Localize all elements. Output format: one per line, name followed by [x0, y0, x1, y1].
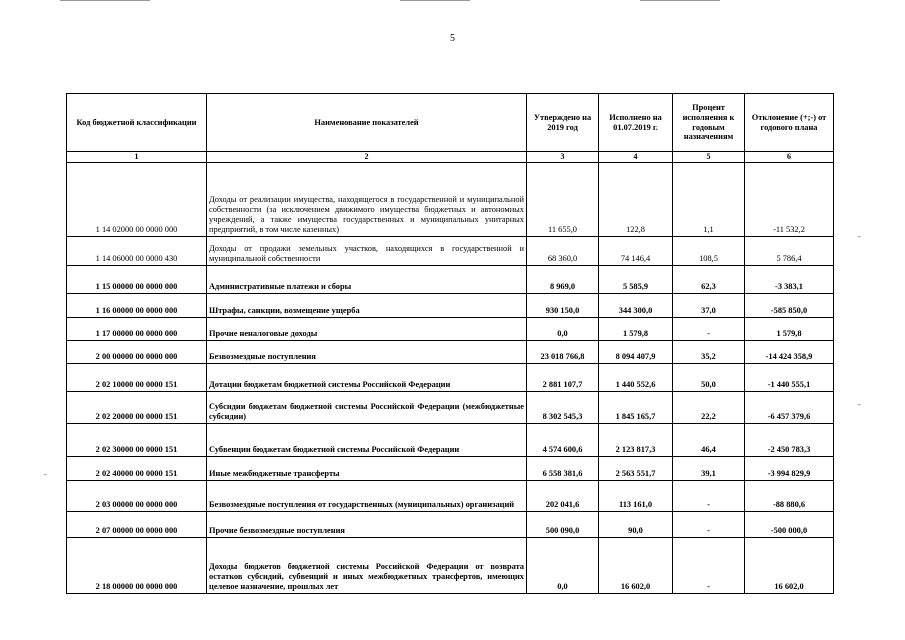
cell-code: 2 18 00000 00 0000 000	[67, 538, 207, 594]
page-number: 5	[450, 33, 455, 44]
cell-executed: 90,0	[599, 512, 673, 538]
cell-executed: 1 440 552,6	[599, 364, 673, 392]
cell-percent: 35,2	[673, 341, 745, 364]
column-number: 6	[745, 152, 834, 163]
cell-code: 2 02 40000 00 0000 151	[67, 457, 207, 481]
cell-deviation: -14 424 358,9	[745, 341, 834, 364]
table-row	[67, 341, 834, 364]
cell-code: 1 15 00000 00 0000 000	[67, 266, 207, 294]
table-header-row	[67, 94, 834, 152]
cell-code: 2 00 00000 00 0000 000	[67, 341, 207, 364]
cell-deviation: -500 000,0	[745, 512, 834, 538]
scan-edge-line-right	[640, 0, 720, 1]
cell-approved: 2 881 107,7	[527, 364, 599, 392]
table-row	[67, 424, 834, 457]
table-row	[67, 481, 834, 512]
cell-name: Прочие неналоговые доходы	[207, 318, 527, 341]
cell-code: 2 07 00000 00 0000 000	[67, 512, 207, 538]
cell-executed: 1 579,8	[599, 318, 673, 341]
cell-code: 2 03 00000 00 0000 000	[67, 481, 207, 512]
cell-deviation: -11 532,2	[745, 163, 834, 237]
column-number: 2	[207, 152, 527, 163]
cell-approved: 23 018 766,8	[527, 341, 599, 364]
scan-mark: -	[44, 470, 47, 479]
cell-executed: 74 146,4	[599, 237, 673, 266]
cell-code: 1 16 00000 00 0000 000	[67, 294, 207, 318]
table-row	[67, 392, 834, 424]
cell-code: 2 02 30000 00 0000 151	[67, 424, 207, 457]
cell-percent: 39,1	[673, 457, 745, 481]
column-number: 3	[527, 152, 599, 163]
cell-deviation: -1 440 555,1	[745, 364, 834, 392]
cell-approved: 4 574 600,6	[527, 424, 599, 457]
cell-executed: 113 161,0	[599, 481, 673, 512]
cell-deviation: -6 457 379,6	[745, 392, 834, 424]
cell-approved: 202 041,6	[527, 481, 599, 512]
cell-approved: 930 150,0	[527, 294, 599, 318]
budget-execution-table	[66, 93, 834, 594]
table-row	[67, 538, 834, 594]
cell-name: Субвенции бюджетам бюджетной системы Российской Федерации	[207, 424, 527, 457]
cell-approved: 8 302 545,3	[527, 392, 599, 424]
cell-code: 1 14 06000 00 0000 430	[67, 237, 207, 266]
cell-percent: 50,0	[673, 364, 745, 392]
cell-approved: 11 655,0	[527, 163, 599, 237]
cell-executed: 1 845 165,7	[599, 392, 673, 424]
cell-code: 1 17 00000 00 0000 000	[67, 318, 207, 341]
table-row	[67, 237, 834, 266]
scan-edge-line-left	[60, 0, 150, 1]
cell-name: Безвозмездные поступления от государственных (муниципальных) организаций	[207, 481, 527, 512]
cell-approved: 0,0	[527, 538, 599, 594]
table-row	[67, 318, 834, 341]
scan-edge-line-center	[400, 0, 470, 1]
column-number: 1	[67, 152, 207, 163]
header-percent: Процент исполнения к годовым назначениям	[673, 94, 745, 152]
cell-approved: 8 969,0	[527, 266, 599, 294]
header-deviation: Отклонение (+;-) от годового плана	[745, 94, 834, 152]
cell-percent: 1,1	[673, 163, 745, 237]
cell-percent: 37,0	[673, 294, 745, 318]
cell-approved: 0,0	[527, 318, 599, 341]
cell-percent: -	[673, 512, 745, 538]
table-row	[67, 294, 834, 318]
header-approved: Утверждено на 2019 год	[527, 94, 599, 152]
cell-executed: 2 563 551,7	[599, 457, 673, 481]
table-row	[67, 266, 834, 294]
cell-percent: 108,5	[673, 237, 745, 266]
cell-deviation: -585 850,0	[745, 294, 834, 318]
cell-name: Безвозмездные поступления	[207, 341, 527, 364]
cell-approved: 68 360,0	[527, 237, 599, 266]
cell-percent: -	[673, 538, 745, 594]
cell-name: Прочие безвозмездные поступления	[207, 512, 527, 538]
cell-name: Доходы от реализации имущества, находящегося в государственной и муниципальной собственности (за исключением движимого имущества бюджетных и автономных учреждений, а также имущества государственных и муниципальных унитарных предприятий, в том числе казенных)	[207, 163, 527, 237]
cell-executed: 344 300,0	[599, 294, 673, 318]
scan-mark: -	[858, 232, 861, 241]
header-executed: Исполнено на 01.07.2019 г.	[599, 94, 673, 152]
header-name: Наименование показателей	[207, 94, 527, 152]
cell-name: Доходы от продажи земельных участков, находящихся в государственной и муниципальной собственности	[207, 237, 527, 266]
cell-percent: -	[673, 481, 745, 512]
cell-code: 2 02 20000 00 0000 151	[67, 392, 207, 424]
cell-percent: 46,4	[673, 424, 745, 457]
cell-executed: 2 123 817,3	[599, 424, 673, 457]
cell-name: Иные межбюджетные трансферты	[207, 457, 527, 481]
column-number: 5	[673, 152, 745, 163]
cell-deviation: -88 880,6	[745, 481, 834, 512]
cell-name: Доходы бюджетов бюджетной системы Российской Федерации от возврата остатков субсидий, субвенций и иных межбюджетных трансфертов, имеющих целевое назначение, прошлых лет	[207, 538, 527, 594]
column-number: 4	[599, 152, 673, 163]
cell-name: Штрафы, санкции, возмещение ущерба	[207, 294, 527, 318]
cell-name: Субсидии бюджетам бюджетной системы Российской Федерации (межбюджетные субсидии)	[207, 392, 527, 424]
cell-approved: 500 090,0	[527, 512, 599, 538]
cell-code: 2 02 10000 00 0000 151	[67, 364, 207, 392]
column-number-row	[67, 152, 834, 163]
cell-executed: 122,8	[599, 163, 673, 237]
cell-executed: 5 585,9	[599, 266, 673, 294]
cell-percent: 22,2	[673, 392, 745, 424]
cell-name: Административные платежи и сборы	[207, 266, 527, 294]
cell-deviation: -2 450 783,3	[745, 424, 834, 457]
table-row	[67, 163, 834, 237]
scan-mark: -	[858, 400, 861, 409]
table-row	[67, 364, 834, 392]
cell-deviation: -3 383,1	[745, 266, 834, 294]
cell-deviation: -3 994 829,9	[745, 457, 834, 481]
cell-deviation: 16 602,0	[745, 538, 834, 594]
table-row	[67, 512, 834, 538]
cell-executed: 16 602,0	[599, 538, 673, 594]
cell-approved: 6 558 381,6	[527, 457, 599, 481]
cell-deviation: 5 786,4	[745, 237, 834, 266]
table-row	[67, 457, 834, 481]
cell-executed: 8 094 407,9	[599, 341, 673, 364]
header-code: Код бюджетной классификации	[67, 94, 207, 152]
cell-deviation: 1 579,8	[745, 318, 834, 341]
cell-code: 1 14 02000 00 0000 000	[67, 163, 207, 237]
cell-percent: 62,3	[673, 266, 745, 294]
cell-name: Дотации бюджетам бюджетной системы Российской Федерации	[207, 364, 527, 392]
cell-percent: -	[673, 318, 745, 341]
